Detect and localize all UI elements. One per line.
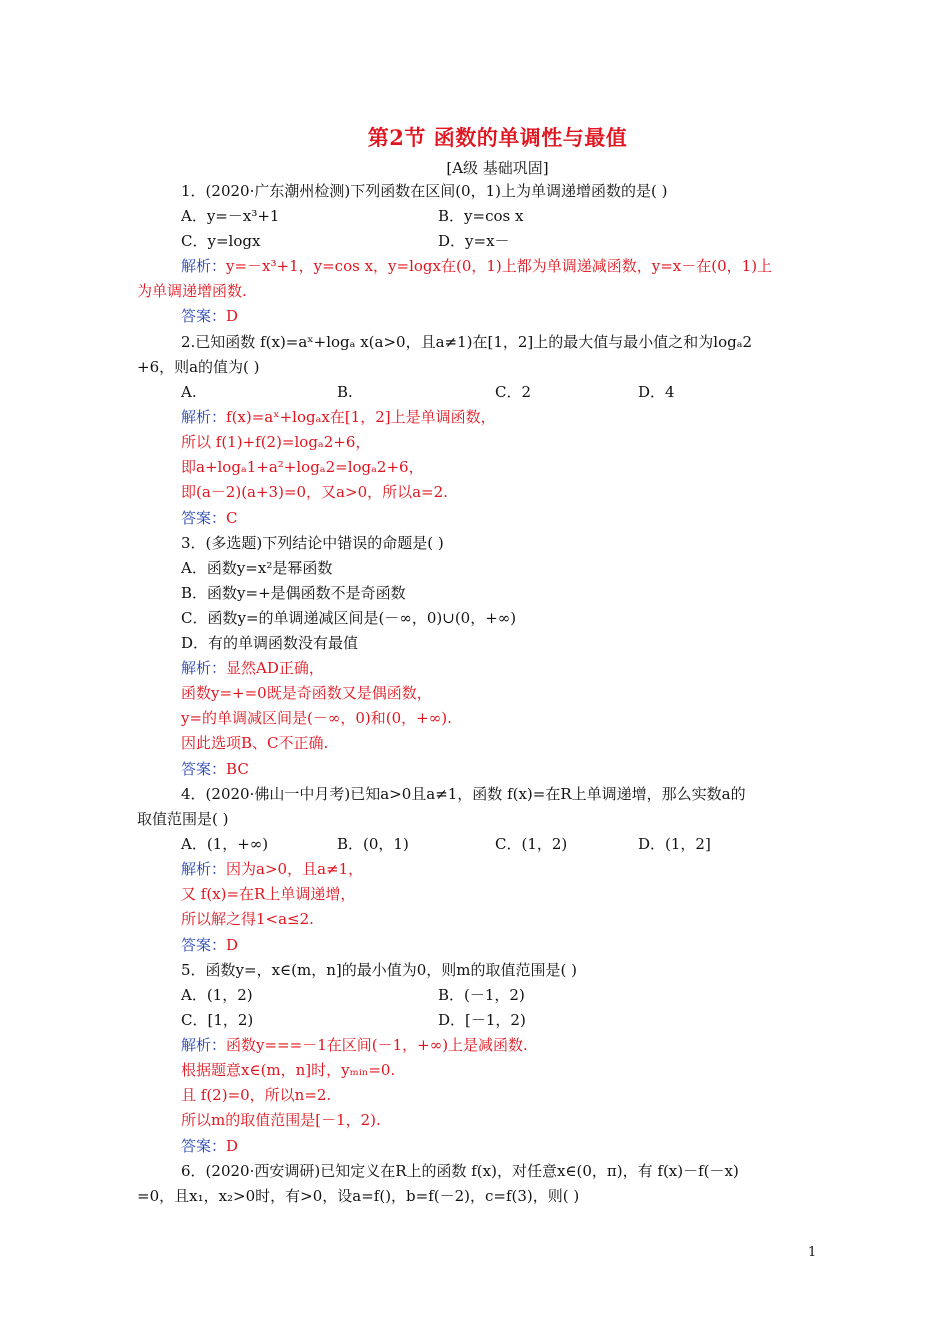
question-1-answer: [181, 306, 238, 326]
question-3-analysis-line-2: 函数y=+=0既是奇函数又是偶函数，: [181, 684, 432, 702]
question-4-answer: [181, 935, 238, 955]
question-5-analysis-line-4: 所以m的取值范围是[－1，2).: [181, 1111, 381, 1129]
question-4-analysis-line-3: 所以解之得1<a≤2.: [181, 910, 314, 928]
question-5-analysis-line-3: 且 f(2)=0，所以n=2.: [181, 1086, 332, 1104]
question-5-option-b: B．(－1，2): [438, 986, 525, 1004]
answer-label: 答案：: [181, 509, 227, 527]
question-6-stem: 6．(2020·西安调研)已知定义在R上的函数 f(x)，对任意x∈(0，π)，有 f(x)－f(－x): [181, 1162, 739, 1180]
question-2-option-b: B.: [337, 383, 353, 401]
question-5-option-d: D．[－1，2): [438, 1011, 526, 1029]
analysis-label: 解析：: [181, 408, 227, 426]
question-2-option-d: D．4: [638, 383, 675, 401]
answer-value: D: [226, 1137, 239, 1155]
question-3-analysis: [181, 658, 324, 678]
question-4-stem-cont: 取值范围是( ): [137, 810, 229, 828]
question-1-option-a: A．y=－x³+1: [181, 207, 280, 225]
question-4-option-b: B．(0，1): [337, 835, 409, 853]
question-3-option-b: B．函数y=+是偶函数不是奇函数: [181, 584, 406, 602]
answer-value: BC: [226, 760, 249, 778]
question-5-answer: [181, 1136, 238, 1156]
question-1-analysis: [181, 256, 772, 276]
question-2-analysis-line-4: 即(a－2)(a+3)=0，又a>0，所以a=2.: [181, 483, 448, 501]
section-subtitle: [A级 基础巩固]: [446, 159, 549, 177]
question-3-answer: [181, 759, 249, 779]
question-2-stem-cont: +6，则a的值为( ): [137, 358, 260, 376]
analysis-text: f(x)=aˣ+logₐx在[1，2]上是单调函数，: [226, 408, 496, 426]
question-2-option-c: C．2: [495, 383, 532, 401]
question-4-analysis-line-2: 又 f(x)=在R上单调递增，: [181, 885, 356, 903]
page-number: 1: [808, 1245, 817, 1260]
question-1-option-c: C．y=logx: [181, 232, 261, 250]
analysis-text: 显然AD正确，: [226, 659, 324, 677]
analysis-text: 因为a>0，且a≠1，: [226, 860, 364, 878]
question-2-analysis-line-2: 所以 f(1)+f(2)=logₐ2+6，: [181, 433, 371, 451]
page-title: 第2节 函数的单调性与最值: [367, 125, 628, 150]
answer-value: D: [226, 936, 239, 954]
question-3-analysis-line-4: 因此选项B、C不正确.: [181, 734, 329, 752]
question-1-analysis-cont: 为单调递增函数.: [137, 282, 247, 300]
question-3-analysis-line-3: y=的单调减区间是(－∞，0)和(0，+∞).: [181, 709, 452, 727]
question-2-option-a: A.: [181, 383, 197, 401]
question-3-option-c: C．函数y=的单调递减区间是(－∞，0)∪(0，+∞): [181, 609, 517, 627]
answer-label: 答案：: [181, 936, 227, 954]
analysis-label: 解析：: [181, 860, 227, 878]
answer-label: 答案：: [181, 1137, 227, 1155]
question-5-analysis-line-2: 根据题意x∈(m，n]时，yₘᵢₙ=0.: [181, 1061, 396, 1079]
answer-value: D: [226, 307, 239, 325]
question-3-option-d: D．有的单调函数没有最值: [181, 634, 359, 652]
question-2-answer: [181, 508, 238, 528]
question-5-analysis: [181, 1035, 528, 1055]
question-3-option-a: A．函数y=x²是幂函数: [181, 559, 333, 577]
question-2-analysis-line-3: 即a+logₐ1+a²+logₐ2=logₐ2+6，: [181, 458, 424, 476]
question-4-stem: 4．(2020·佛山一中月考)已知a>0且a≠1，函数 f(x)=在R上单调递增，那么实数a的: [181, 785, 746, 803]
answer-label: 答案：: [181, 307, 227, 325]
question-5-option-c: C．[1，2): [181, 1011, 254, 1029]
question-4-option-d: D．(1，2]: [638, 835, 711, 853]
question-4-option-c: C．(1，2): [495, 835, 568, 853]
question-4-analysis: [181, 859, 363, 879]
analysis-label: 解析：: [181, 659, 227, 677]
answer-value: C: [226, 509, 238, 527]
question-2-stem: 2.已知函数 f(x)=aˣ+logₐ x(a>0，且a≠1)在[1，2]上的最大值与最小值之和为logₐ2: [181, 333, 753, 351]
question-5-option-a: A．(1，2): [181, 986, 253, 1004]
question-3-stem: 3．(多选题)下列结论中错误的命题是( ): [181, 534, 444, 552]
analysis-text: 函数y===－1在区间(－1，+∞)上是减函数.: [226, 1036, 528, 1054]
analysis-label: 解析：: [181, 257, 227, 275]
question-2-analysis: [181, 407, 496, 427]
question-1-option-b: B．y=cos x: [438, 207, 524, 225]
question-6-stem-cont: =0，且x₁，x₂>0时，有>0，设a=f()，b=f(－2)，c=f(3)，则( ): [137, 1187, 580, 1205]
question-1-stem: 1．(2020·广东潮州检测)下列函数在区间(0，1)上为单调递增函数的是( ): [181, 182, 668, 200]
question-1-option-d: D．y=x－: [438, 232, 510, 250]
answer-label: 答案：: [181, 760, 227, 778]
analysis-label: 解析：: [181, 1036, 227, 1054]
question-5-stem: 5．函数y=，x∈(m，n]的最小值为0，则m的取值范围是( ): [181, 961, 577, 979]
question-4-option-a: A．(1，+∞): [181, 835, 269, 853]
analysis-text: y=－x³+1，y=cos x，y=logx在(0，1)上都为单调递减函数，y=x－在(0，1)上: [226, 257, 773, 275]
